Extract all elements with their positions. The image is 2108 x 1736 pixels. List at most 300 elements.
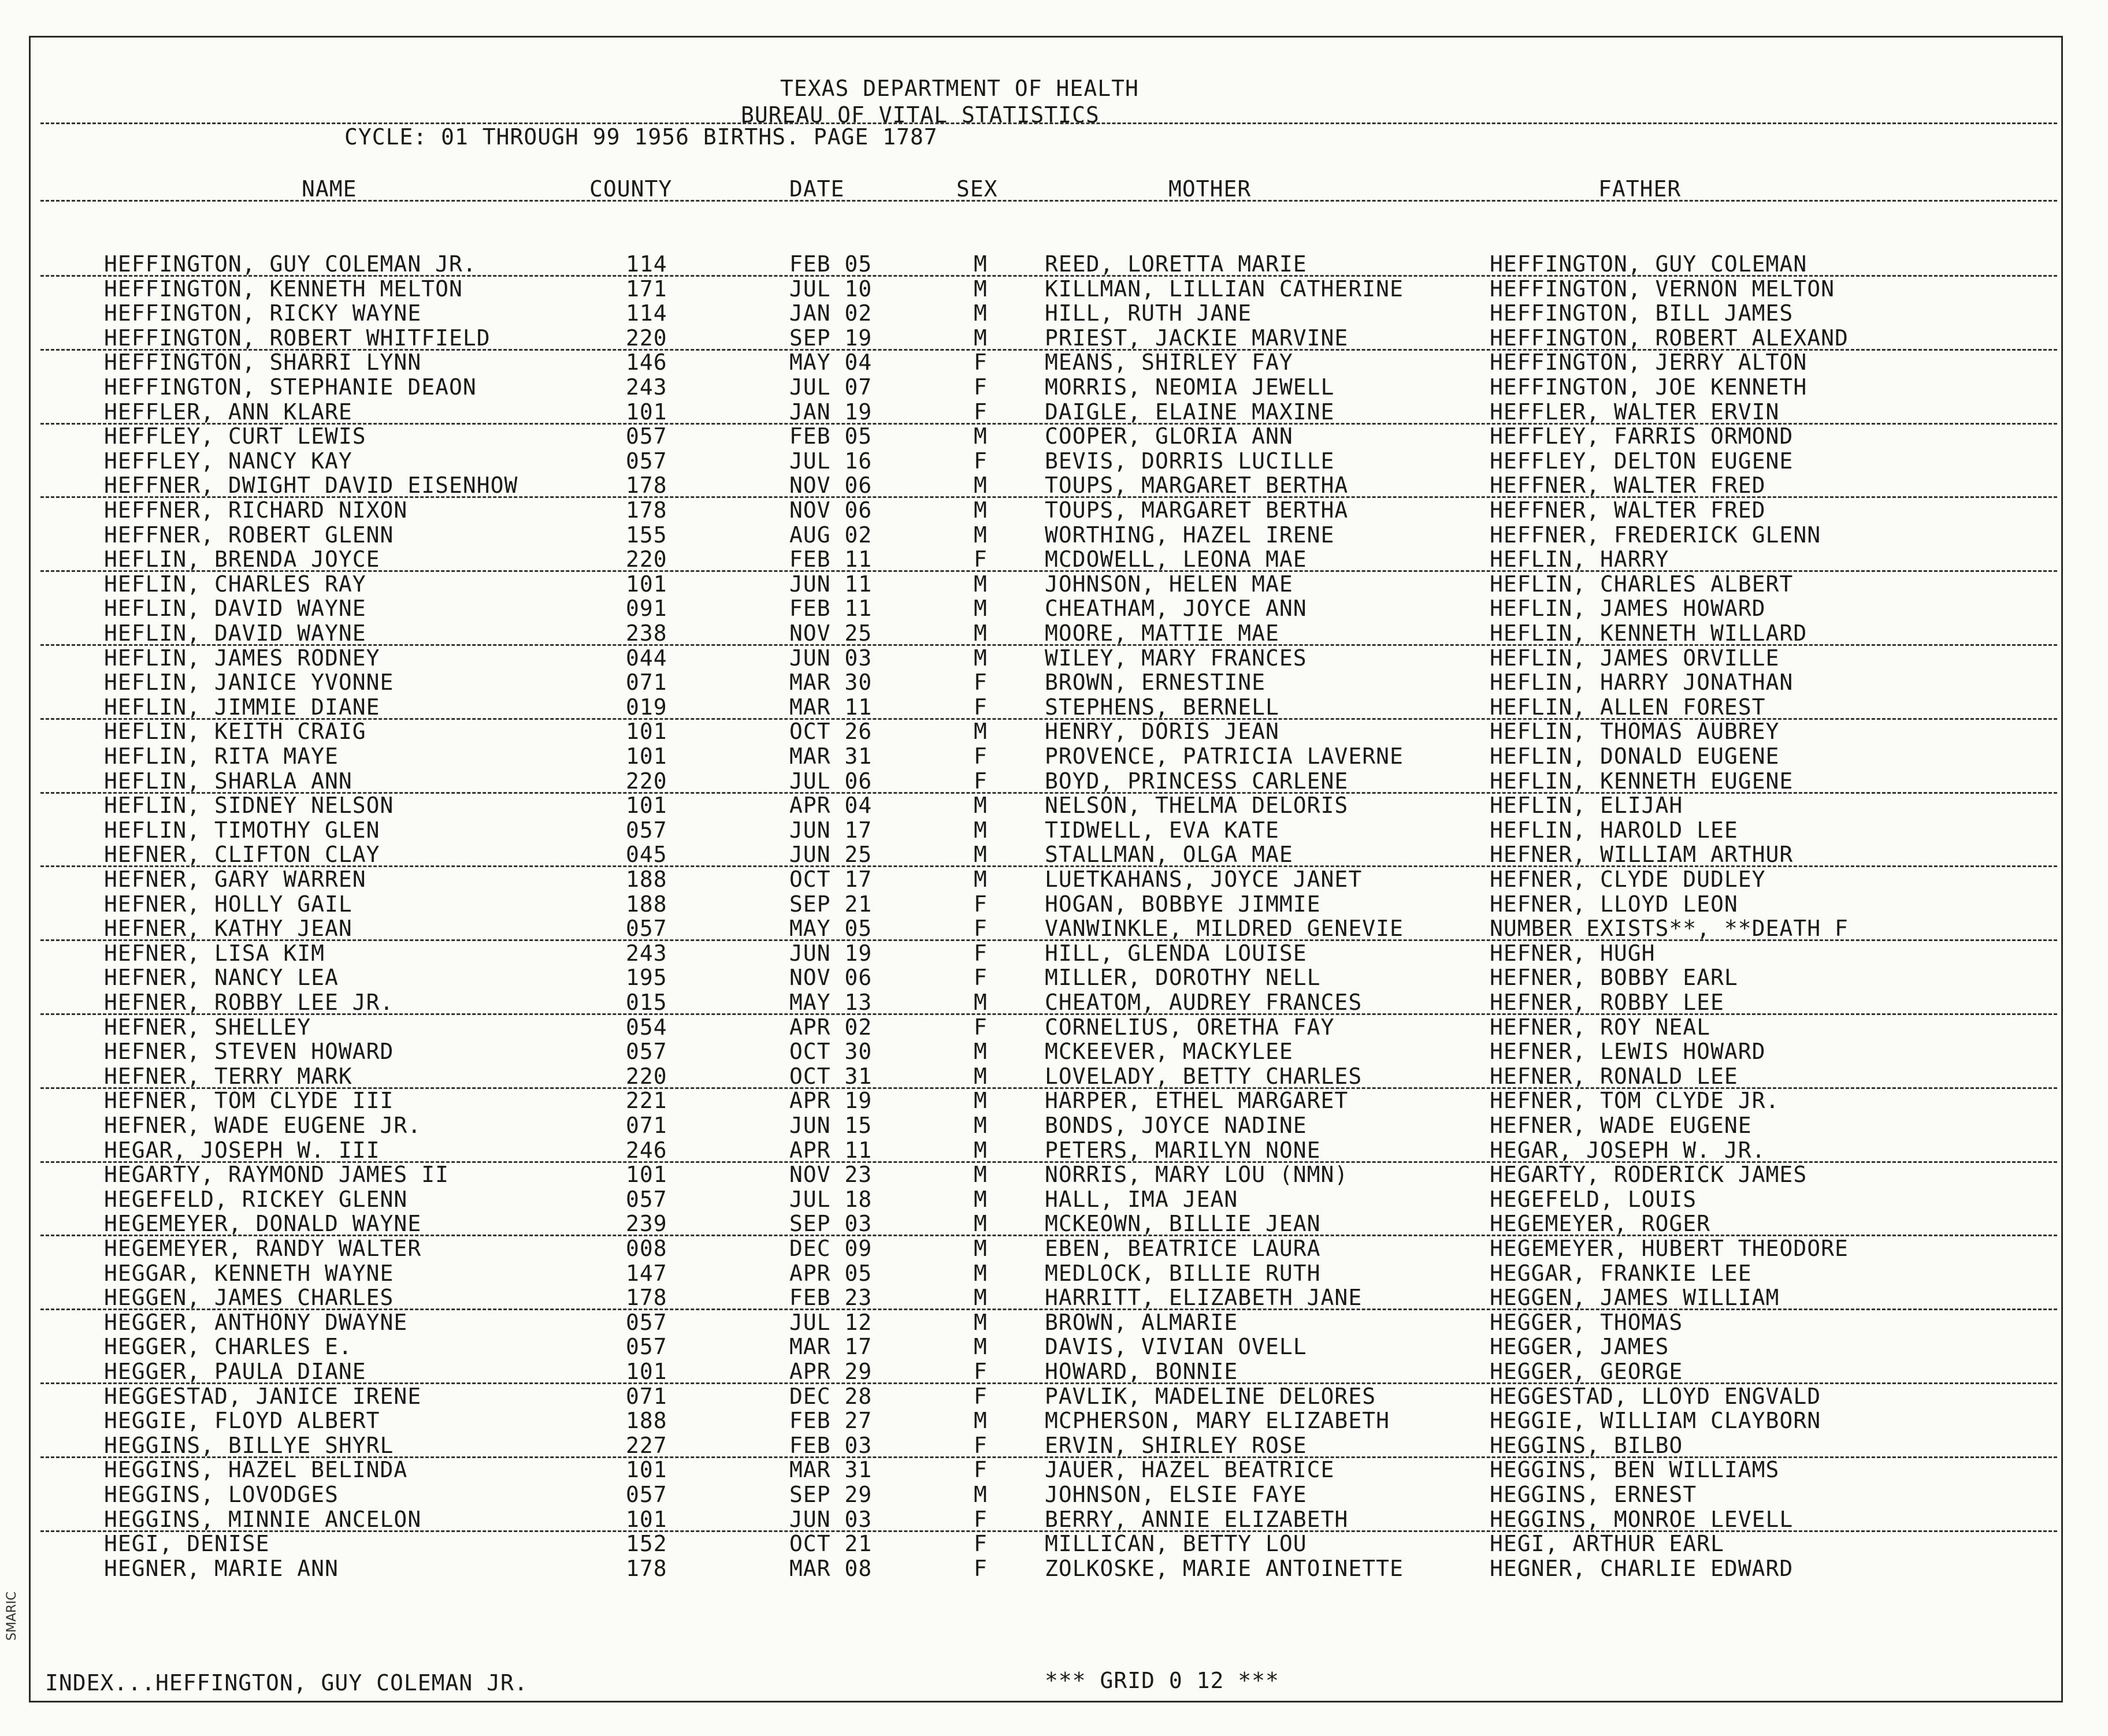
record-sex: F: [974, 1506, 988, 1532]
record-name: HEFLIN, CHARLES RAY: [104, 571, 366, 597]
record-county: 071: [626, 1113, 667, 1138]
table-row: [0, 1482, 2108, 1507]
table-row: [0, 277, 2108, 302]
record-mother: MEANS, SHIRLEY FAY: [1045, 350, 1293, 376]
record-name: HEFNER, ROBBY LEE JR.: [104, 990, 394, 1015]
record-mother: TIDWELL, EVA KATE: [1045, 817, 1279, 843]
record-father: HEGGINS, ERNEST: [1490, 1482, 1697, 1507]
record-date: MAY 04: [789, 350, 873, 376]
record-date: FEB 11: [789, 547, 873, 573]
table-row: [0, 646, 2108, 671]
record-father: HEFNER, HUGH: [1490, 940, 1656, 966]
record-mother: HOGAN, BOBBYE JIMMIE: [1045, 891, 1321, 917]
record-mother: TOUPS, MARGARET BERTHA: [1045, 473, 1349, 499]
record-father: HEFLIN, THOMAS AUBREY: [1490, 719, 1780, 745]
record-sex: M: [974, 300, 988, 326]
record-sex: M: [974, 842, 988, 868]
record-mother: HALL, IMA JEAN: [1045, 1186, 1238, 1212]
record-mother: HILL, RUTH JANE: [1045, 300, 1252, 326]
table-row: [0, 252, 2108, 277]
record-father: HEFFINGTON, VERNON MELTON: [1490, 276, 1835, 302]
record-mother: MCKEEVER, MACKYLEE: [1045, 1039, 1293, 1065]
record-name: HEFLIN, KEITH CRAIG: [104, 719, 366, 745]
record-county: 178: [626, 1285, 667, 1311]
table-row: [0, 892, 2108, 917]
table-row: [0, 1408, 2108, 1433]
record-father: HEFNER, LEWIS HOWARD: [1490, 1039, 1766, 1065]
record-name: HEGGINS, LOVODGES: [104, 1482, 339, 1507]
record-date: NOV 25: [789, 620, 873, 646]
record-father: HEFNER, LLOYD LEON: [1490, 891, 1738, 917]
record-mother: MOORE, MATTIE MAE: [1045, 620, 1279, 646]
column-header-county: COUNTY: [589, 176, 673, 202]
footer-index: INDEX...HEFFINGTON, GUY COLEMAN JR.: [45, 1670, 528, 1696]
record-county: 227: [626, 1432, 667, 1458]
record-date: JUL 18: [789, 1186, 873, 1212]
table-row: [0, 449, 2108, 474]
record-date: FEB 03: [789, 1432, 873, 1458]
record-mother: BOYD, PRINCESS CARLENE: [1045, 768, 1349, 794]
record-name: HEFLIN, DAVID WAYNE: [104, 620, 366, 646]
record-sex: M: [974, 1162, 988, 1188]
table-row: [0, 1359, 2108, 1384]
record-father: HEFLIN, ELIJAH: [1490, 793, 1683, 819]
header-cycle: CYCLE: 01 THROUGH 99 1956 BIRTHS. PAGE 1787: [344, 124, 938, 150]
table-row: [0, 744, 2108, 769]
record-sex: F: [974, 1014, 988, 1040]
column-header-date: DATE: [789, 176, 845, 202]
table-row: [0, 1310, 2108, 1335]
table-row: [0, 547, 2108, 572]
record-sex: M: [974, 1137, 988, 1163]
record-father: HEGGER, GEORGE: [1490, 1359, 1683, 1384]
record-name: HEFLIN, DAVID WAYNE: [104, 596, 366, 622]
record-county: 220: [626, 325, 667, 351]
record-sex: M: [974, 1408, 988, 1434]
record-mother: PRIEST, JACKIE MARVINE: [1045, 325, 1349, 351]
record-date: OCT 31: [789, 1063, 873, 1089]
record-sex: F: [974, 1457, 988, 1483]
record-date: OCT 17: [789, 867, 873, 892]
record-sex: F: [974, 1383, 988, 1409]
record-date: JUL 12: [789, 1309, 873, 1335]
record-name: HEFNER, STEVEN HOWARD: [104, 1039, 394, 1065]
record-sex: M: [974, 571, 988, 597]
record-mother: MCDOWELL, LEONA MAE: [1045, 547, 1307, 573]
record-sex: M: [974, 793, 988, 819]
record-date: OCT 21: [789, 1531, 873, 1557]
record-father: HEGGIE, WILLIAM CLAYBORN: [1490, 1408, 1821, 1434]
record-date: JAN 02: [789, 300, 873, 326]
record-name: HEGGER, ANTHONY DWAYNE: [104, 1309, 408, 1335]
record-county: 220: [626, 1063, 667, 1089]
record-sex: F: [974, 399, 988, 425]
record-county: 057: [626, 1039, 667, 1065]
record-name: HEFFINGTON, KENNETH MELTON: [104, 276, 463, 302]
record-date: JUL 07: [789, 374, 873, 400]
record-sex: M: [974, 1236, 988, 1261]
table-row: [0, 1458, 2108, 1482]
record-sex: M: [974, 1088, 988, 1114]
record-name: HEFFINGTON, ROBERT WHITFIELD: [104, 325, 491, 351]
record-date: NOV 06: [789, 497, 873, 523]
record-sex: M: [974, 1334, 988, 1360]
record-father: HEFLIN, DONALD EUGENE: [1490, 744, 1780, 769]
record-father: HEGGINS, MONROE LEVELL: [1490, 1506, 1794, 1532]
record-county: 101: [626, 1162, 667, 1188]
table-row: [0, 867, 2108, 892]
record-father: HEGGEN, JAMES WILLIAM: [1490, 1285, 1780, 1311]
record-mother: HILL, GLENDA LOUISE: [1045, 940, 1307, 966]
record-mother: NORRIS, MARY LOU (NMN): [1045, 1162, 1349, 1188]
record-mother: ZOLKOSKE, MARIE ANTOINETTE: [1045, 1555, 1404, 1581]
record-name: HEGGER, CHARLES E.: [104, 1334, 352, 1360]
record-name: HEGGEN, JAMES CHARLES: [104, 1285, 394, 1311]
column-header-sex: SEX: [956, 176, 998, 202]
record-name: HEFNER, KATHY JEAN: [104, 916, 352, 942]
record-mother: HENRY, DORIS JEAN: [1045, 719, 1279, 745]
record-father: HEFLIN, HARRY: [1490, 547, 1669, 573]
record-mother: MCPHERSON, MARY ELIZABETH: [1045, 1408, 1390, 1434]
record-name: HEGEFELD, RICKEY GLENN: [104, 1186, 408, 1212]
record-mother: PETERS, MARILYN NONE: [1045, 1137, 1321, 1163]
table-row: [0, 572, 2108, 597]
record-mother: BROWN, ERNESTINE: [1045, 670, 1266, 696]
record-father: HEFFINGTON, ROBERT ALEXAND: [1490, 325, 1849, 351]
record-father: HEFFINGTON, JOE KENNETH: [1490, 374, 1808, 400]
record-county: 195: [626, 965, 667, 991]
record-name: HEFNER, WADE EUGENE JR.: [104, 1113, 422, 1138]
record-date: MAR 30: [789, 670, 873, 696]
record-father: HEGGESTAD, LLOYD ENGVALD: [1490, 1383, 1821, 1409]
record-father: HEFFNER, WALTER FRED: [1490, 497, 1766, 523]
record-date: APR 02: [789, 1014, 873, 1040]
record-mother: TOUPS, MARGARET BERTHA: [1045, 497, 1349, 523]
record-sex: F: [974, 670, 988, 696]
record-date: FEB 27: [789, 1408, 873, 1434]
table-row: [0, 719, 2108, 744]
record-county: 246: [626, 1137, 667, 1163]
record-name: HEFNER, LISA KIM: [104, 940, 325, 966]
record-mother: NELSON, THELMA DELORIS: [1045, 793, 1349, 819]
record-name: HEFNER, HOLLY GAIL: [104, 891, 352, 917]
record-date: JUN 17: [789, 817, 873, 843]
record-sex: M: [974, 325, 988, 351]
table-row: [0, 400, 2108, 425]
record-name: HEFLIN, TIMOTHY GLEN: [104, 817, 380, 843]
record-name: HEFLIN, SHARLA ANN: [104, 768, 352, 794]
record-mother: MILLER, DOROTHY NELL: [1045, 965, 1321, 991]
record-sex: M: [974, 645, 988, 671]
record-county: 057: [626, 423, 667, 449]
table-row: [0, 793, 2108, 818]
record-date: JUL 10: [789, 276, 873, 302]
record-father: HEFFNER, WALTER FRED: [1490, 473, 1766, 499]
record-county: 188: [626, 891, 667, 917]
record-county: 239: [626, 1211, 667, 1237]
record-mother: CORNELIUS, ORETHA FAY: [1045, 1014, 1335, 1040]
header-separator: [40, 122, 2057, 124]
record-name: HEFFINGTON, STEPHANIE DEAON: [104, 374, 477, 400]
record-father: HEFNER, TOM CLYDE JR.: [1490, 1088, 1780, 1114]
record-name: HEFLIN, RITA MAYE: [104, 744, 339, 769]
record-county: 178: [626, 497, 667, 523]
record-county: 071: [626, 1383, 667, 1409]
record-father: HEFFNER, FREDERICK GLENN: [1490, 522, 1821, 548]
record-name: HEFLIN, SIDNEY NELSON: [104, 793, 394, 819]
column-header-separator: [40, 200, 2057, 202]
record-sex: M: [974, 423, 988, 449]
record-name: HEFNER, SHELLEY: [104, 1014, 311, 1040]
record-name: HEGGAR, KENNETH WAYNE: [104, 1260, 394, 1286]
record-name: HEFFNER, RICHARD NIXON: [104, 497, 408, 523]
record-father: HEGEMEYER, ROGER: [1490, 1211, 1711, 1237]
record-county: 152: [626, 1531, 667, 1557]
record-father: HEFFINGTON, JERRY ALTON: [1490, 350, 1808, 376]
record-county: 101: [626, 1359, 667, 1384]
table-row: [0, 301, 2108, 326]
record-mother: DAVIS, VIVIAN OVELL: [1045, 1334, 1307, 1360]
table-row: [0, 523, 2108, 548]
record-father: HEFFINGTON, GUY COLEMAN: [1490, 251, 1808, 277]
record-date: SEP 21: [789, 891, 873, 917]
record-mother: VANWINKLE, MILDRED GENEVIE: [1045, 916, 1404, 942]
record-county: 114: [626, 251, 667, 277]
record-mother: JOHNSON, HELEN MAE: [1045, 571, 1293, 597]
record-sex: F: [974, 916, 988, 942]
record-sex: M: [974, 1113, 988, 1138]
record-date: JUL 16: [789, 448, 873, 474]
record-county: 188: [626, 867, 667, 892]
record-date: AUG 02: [789, 522, 873, 548]
record-county: 057: [626, 1186, 667, 1212]
record-date: FEB 05: [789, 251, 873, 277]
record-name: HEFNER, NANCY LEA: [104, 965, 339, 991]
record-father: HEFFINGTON, BILL JAMES: [1490, 300, 1794, 326]
record-date: FEB 05: [789, 423, 873, 449]
record-father: HEFNER, WADE EUGENE: [1490, 1113, 1752, 1138]
record-father: HEFLIN, ALLEN FOREST: [1490, 694, 1766, 720]
record-father: HEGNER, CHARLIE EDWARD: [1490, 1555, 1794, 1581]
record-county: 101: [626, 399, 667, 425]
table-row: [0, 1064, 2108, 1089]
record-mother: LOVELADY, BETTY CHARLES: [1045, 1063, 1363, 1089]
record-date: OCT 26: [789, 719, 873, 745]
record-name: HEGEMEYER, DONALD WAYNE: [104, 1211, 422, 1237]
table-row: [0, 473, 2108, 498]
record-date: MAR 17: [789, 1334, 873, 1360]
record-date: MAY 13: [789, 990, 873, 1015]
record-mother: WORTHING, HAZEL IRENE: [1045, 522, 1335, 548]
record-mother: ERVIN, SHIRLEY ROSE: [1045, 1432, 1307, 1458]
record-date: JUN 03: [789, 1506, 873, 1532]
record-name: HEGNER, MARIE ANN: [104, 1555, 339, 1581]
record-sex: M: [974, 596, 988, 622]
table-row: [0, 1187, 2108, 1212]
record-date: MAR 31: [789, 744, 873, 769]
table-row: [0, 621, 2108, 646]
record-father: HEFFLER, WALTER ERVIN: [1490, 399, 1780, 425]
header-agency: TEXAS DEPARTMENT OF HEALTH: [780, 76, 1139, 101]
table-row: [0, 498, 2108, 523]
record-mother: WILEY, MARY FRANCES: [1045, 645, 1307, 671]
record-county: 054: [626, 1014, 667, 1040]
record-date: JUN 15: [789, 1113, 873, 1138]
record-sex: M: [974, 1285, 988, 1311]
record-name: HEFNER, GARY WARREN: [104, 867, 366, 892]
record-name: HEFFLEY, NANCY KAY: [104, 448, 352, 474]
record-name: HEFFINGTON, SHARRI LYNN: [104, 350, 422, 376]
record-mother: STALLMAN, OLGA MAE: [1045, 842, 1293, 868]
record-county: 155: [626, 522, 667, 548]
record-county: 101: [626, 571, 667, 597]
record-name: HEFFLEY, CURT LEWIS: [104, 423, 366, 449]
record-county: 146: [626, 350, 667, 376]
record-date: APR 05: [789, 1260, 873, 1286]
table-row: [0, 1261, 2108, 1286]
record-mother: MEDLOCK, BILLIE RUTH: [1045, 1260, 1321, 1286]
table-row: [0, 1531, 2108, 1556]
record-sex: F: [974, 694, 988, 720]
record-county: 101: [626, 1506, 667, 1532]
record-name: HEFNER, CLIFTON CLAY: [104, 842, 380, 868]
record-sex: M: [974, 1260, 988, 1286]
record-county: 238: [626, 620, 667, 646]
table-row: [0, 1088, 2108, 1113]
record-county: 220: [626, 547, 667, 573]
record-county: 044: [626, 645, 667, 671]
record-sex: M: [974, 276, 988, 302]
record-sex: M: [974, 867, 988, 892]
record-county: 171: [626, 276, 667, 302]
record-father: HEGGINS, BILBO: [1490, 1432, 1683, 1458]
record-county: 071: [626, 670, 667, 696]
record-date: SEP 03: [789, 1211, 873, 1237]
record-name: HEGGIE, FLOYD ALBERT: [104, 1408, 380, 1434]
record-date: DEC 28: [789, 1383, 873, 1409]
record-county: 101: [626, 744, 667, 769]
record-date: JUN 25: [789, 842, 873, 868]
table-row: [0, 1334, 2108, 1359]
record-father: HEFNER, RONALD LEE: [1490, 1063, 1738, 1089]
record-father: HEGI, ARTHUR EARL: [1490, 1531, 1724, 1557]
record-father: HEFLIN, JAMES HOWARD: [1490, 596, 1766, 622]
record-father: HEFLIN, JAMES ORVILLE: [1490, 645, 1780, 671]
table-row: [0, 1015, 2108, 1040]
record-sex: M: [974, 719, 988, 745]
table-row: [0, 375, 2108, 400]
record-father: HEFNER, BOBBY EARL: [1490, 965, 1738, 991]
record-sex: M: [974, 1063, 988, 1089]
record-county: 101: [626, 1457, 667, 1483]
table-row: [0, 695, 2108, 720]
table-row: [0, 842, 2108, 867]
column-header-name: NAME: [302, 176, 357, 202]
record-mother: MCKEOWN, BILLIE JEAN: [1045, 1211, 1321, 1237]
record-name: HEFFINGTON, GUY COLEMAN JR.: [104, 251, 477, 277]
record-county: 188: [626, 1408, 667, 1434]
record-sex: F: [974, 768, 988, 794]
record-sex: F: [974, 1531, 988, 1557]
table-row: [0, 965, 2108, 990]
record-county: 178: [626, 473, 667, 499]
record-father: HEGAR, JOSEPH W. JR.: [1490, 1137, 1766, 1163]
side-mark: SMARIC: [5, 1591, 19, 1641]
record-sex: F: [974, 1432, 988, 1458]
record-county: 101: [626, 719, 667, 745]
record-name: HEGGINS, BILLYE SHYRL: [104, 1432, 394, 1458]
record-father: HEFNER, WILLIAM ARTHUR: [1490, 842, 1794, 868]
record-mother: DAIGLE, ELAINE MAXINE: [1045, 399, 1335, 425]
record-mother: BEVIS, DORRIS LUCILLE: [1045, 448, 1335, 474]
record-county: 221: [626, 1088, 667, 1114]
table-row: [0, 326, 2108, 351]
table-row: [0, 990, 2108, 1015]
record-mother: STEPHENS, BERNELL: [1045, 694, 1279, 720]
record-father: HEFLIN, KENNETH WILLARD: [1490, 620, 1808, 646]
record-county: 045: [626, 842, 667, 868]
record-name: HEGARTY, RAYMOND JAMES II: [104, 1162, 449, 1188]
record-mother: EBEN, BEATRICE LAURA: [1045, 1236, 1321, 1261]
table-row: [0, 916, 2108, 941]
record-father: HEGGER, JAMES: [1490, 1334, 1669, 1360]
record-sex: F: [974, 1555, 988, 1581]
table-row: [0, 769, 2108, 794]
record-father: HEFFLEY, FARRIS ORMOND: [1490, 423, 1794, 449]
record-county: 220: [626, 768, 667, 794]
record-county: 178: [626, 1555, 667, 1581]
record-date: APR 11: [789, 1137, 873, 1163]
record-date: FEB 23: [789, 1285, 873, 1311]
record-mother: MORRIS, NEOMIA JEWELL: [1045, 374, 1335, 400]
record-father: HEGARTY, RODERICK JAMES: [1490, 1162, 1808, 1188]
record-date: JUN 11: [789, 571, 873, 597]
record-mother: JOHNSON, ELSIE FAYE: [1045, 1482, 1307, 1507]
record-father: HEGGER, THOMAS: [1490, 1309, 1683, 1335]
table-row: [0, 1384, 2108, 1409]
column-header-mother: MOTHER: [1168, 176, 1252, 202]
record-name: HEFLIN, JANICE YVONNE: [104, 670, 394, 696]
record-sex: M: [974, 1309, 988, 1335]
record-county: 057: [626, 1309, 667, 1335]
record-county: 008: [626, 1236, 667, 1261]
record-sex: F: [974, 1359, 988, 1384]
record-sex: M: [974, 990, 988, 1015]
record-county: 101: [626, 793, 667, 819]
record-father: HEFLIN, KENNETH EUGENE: [1490, 768, 1794, 794]
record-date: DEC 09: [789, 1236, 873, 1261]
table-row: [0, 670, 2108, 695]
record-date: NOV 06: [789, 473, 873, 499]
table-row: [0, 818, 2108, 843]
record-sex: M: [974, 473, 988, 499]
record-father: HEGEMEYER, HUBERT THEODORE: [1490, 1236, 1849, 1261]
table-row: [0, 1236, 2108, 1261]
table-row: [0, 1556, 2108, 1581]
record-name: HEFLIN, BRENDA JOYCE: [104, 547, 380, 573]
record-sex: M: [974, 1039, 988, 1065]
record-sex: F: [974, 547, 988, 573]
record-date: NOV 23: [789, 1162, 873, 1188]
record-father: HEFNER, CLYDE DUDLEY: [1490, 867, 1766, 892]
record-mother: REED, LORETTA MARIE: [1045, 251, 1307, 277]
record-mother: BONDS, JOYCE NADINE: [1045, 1113, 1307, 1138]
record-county: 015: [626, 990, 667, 1015]
record-father: NUMBER EXISTS**, **DEATH F: [1490, 916, 1849, 942]
record-county: 091: [626, 596, 667, 622]
record-date: OCT 30: [789, 1039, 873, 1065]
record-date: MAR 11: [789, 694, 873, 720]
